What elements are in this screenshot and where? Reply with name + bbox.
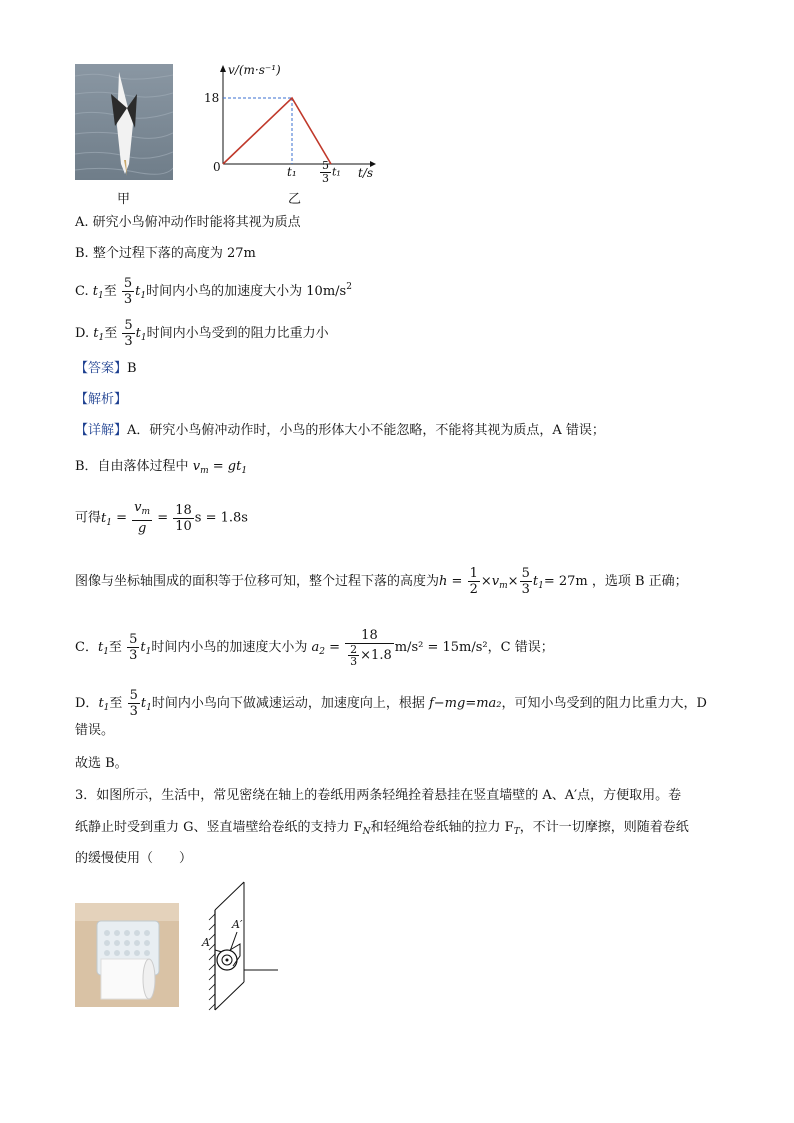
answer-label: 【答案】 <box>75 361 128 376</box>
detail-a: 【详解】A．研究小鸟俯冲动作时，小鸟的形体大小不能忽略，不能将其视为质点，A 错误； <box>75 423 605 438</box>
detail-b2: 可得$t_1$ = $\frac{v_m}{g}$ = $\frac{18}{10}$ s = 1.8s <box>75 500 248 536</box>
question3-line2: 纸静止时受到重力 G、竖直墙壁给卷纸的支持力 $F_N$和轻绳给卷纸轴的拉力 $F_T$，不计一切摩擦，则随着卷纸 <box>75 820 689 837</box>
detail-b3: 图像与坐标轴围成的面积等于位移可知，整个过程下落的高度为h = $\frac{1}{2}$ $\times v_m\times$ $\frac{5}{3}$ $t_1= 27m$ ，选项 B 正确； <box>75 566 688 597</box>
analysis-label: 【解析】 <box>75 392 128 407</box>
diagram-label-a-prime: A′ <box>232 918 243 931</box>
bird-photo <box>75 64 173 180</box>
conclusion: 故选 B。 <box>75 756 128 771</box>
detail-label: 【详解】 <box>75 423 128 438</box>
graph-caption: 乙 <box>288 192 302 207</box>
question3-line3: 的缓慢使用（ ） <box>75 851 193 866</box>
detail-b1: B．自由落体过程中 $v_m = gt_1$ <box>75 459 248 476</box>
toilet-paper-photo <box>75 903 179 1007</box>
answer-value: B <box>127 361 137 376</box>
graph-xlabel: t/s <box>358 166 374 180</box>
graph-ylabel: v/(m·s⁻¹) <box>228 63 281 77</box>
photo-caption: 甲 <box>117 192 131 207</box>
diagram-label-a: A <box>202 936 210 949</box>
wall-diagram <box>200 880 285 1012</box>
graph-ytick-18: 18 <box>204 91 220 105</box>
option-b: B. 整个过程下落的高度为 27m <box>75 246 256 261</box>
detail-c: C．$t_1$至 $\frac{5}{3}$ $t_1$时间内小鸟的加速度大小为 $a_2$ = 18 $\frac{2}{3}$ ×1.8 m/s² = 15m/s²，C 错误； <box>75 628 554 668</box>
option-d: D. $t_1$至 $\frac{5}{3}$ $t_1$时间内小鸟受到的阻力比重力小 <box>75 318 329 349</box>
detail-d: D．$t_1$至 $\frac{5}{3}$ $t_1$时间内小鸟向下做减速运动，加速度向上，根据 f−mg=ma₂，可知小鸟受到的阻力比重力大，D <box>75 688 707 719</box>
graph-xtick-t1: t₁ <box>287 165 297 179</box>
graph-origin: 0 <box>213 160 221 174</box>
graph-xtick-5-3-t1: $\frac{5}{3}$ t₁ <box>322 159 341 185</box>
option-c: C. $t_1$至 $\frac{5}{3}$ $t_1$时间内小鸟的加速度大小为 $10m/s^2$ <box>75 276 352 307</box>
detail-d-line2: 错误。 <box>75 723 115 738</box>
option-a: A. 研究小鸟俯冲动作时能将其视为质点 <box>75 215 301 230</box>
question3-line1: 3．如图所示，生活中，常见密绕在轴上的卷纸用两条轻绳拴着悬挂在竖直墙壁的 A、A′点，方便取用。卷 <box>75 788 682 803</box>
answer <box>75 360 137 378</box>
